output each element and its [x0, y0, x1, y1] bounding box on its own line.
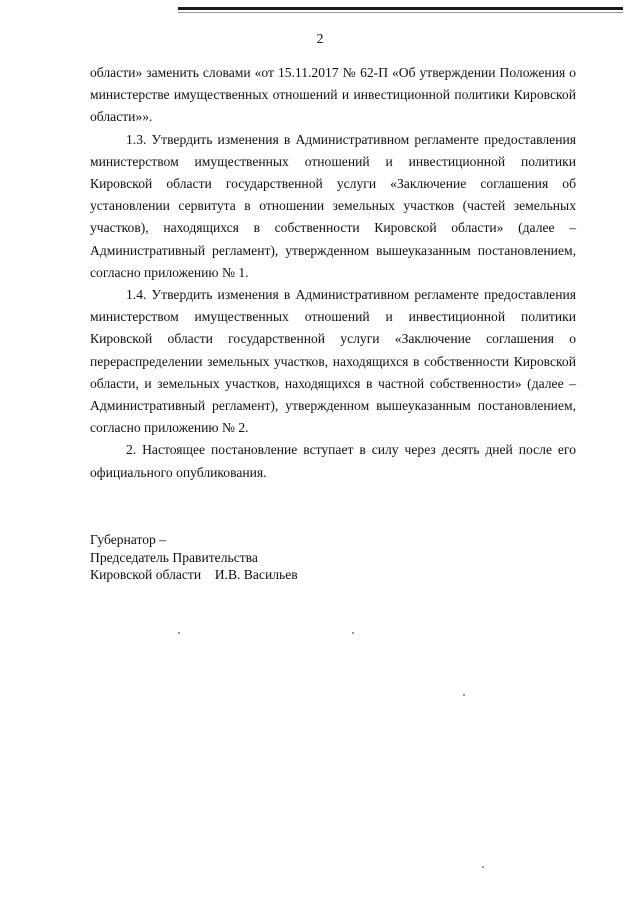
paragraph-1-3: 1.3. Утвердить изменения в Административном регламенте предоставления министерством имущественных отношений и инвестиционной политики Кировской области государственной услуги «Заключение соглашения об установлении сервитута в отношении земельных участков (частей земельных участков), находящихся в собственности Кировской области» (далее – Административный регламент), утвержденном вышеуказанным постановлением, согласно приложению № 1.	[90, 131, 576, 280]
signature-title-chairman: Председатель Правительства	[90, 549, 258, 565]
paragraph-1-4: 1.4. Утвердить изменения в Административном регламенте предоставления министерством имущественных отношений и инвестиционной политики Кировской области государственной услуги «Заключение соглашения о перераспределении земельных участков, находящихся в собственности Кировской области, и земельных участков, находящихся в частной собственности» (далее – Административный регламент), утвержденном вышеуказанным постановлением, согласно приложению № 2.	[90, 287, 576, 436]
paragraph-continuation: области» заменить словами «от 15.11.2017 № 62-П «Об утверждении Положения о министерстве имущественных отношений и инвестиционной политики Кировской области»».	[90, 65, 576, 125]
scan-speck	[482, 866, 484, 868]
document-body	[90, 62, 576, 484]
page-number: 2	[316, 32, 324, 47]
signature-name: Кировской области И.В. Васильев	[90, 567, 298, 582]
top-border-shadow	[178, 12, 623, 13]
scan-speck	[178, 632, 180, 634]
paragraph-2: 2. Настоящее постановление вступает в силу через десять дней после его официального опубликования.	[90, 442, 576, 480]
signature-title-governor: Губернатор –	[90, 532, 167, 547]
top-border-line	[178, 7, 623, 10]
scan-speck	[463, 694, 465, 696]
scan-speck	[352, 632, 354, 634]
signature-block	[90, 531, 298, 584]
